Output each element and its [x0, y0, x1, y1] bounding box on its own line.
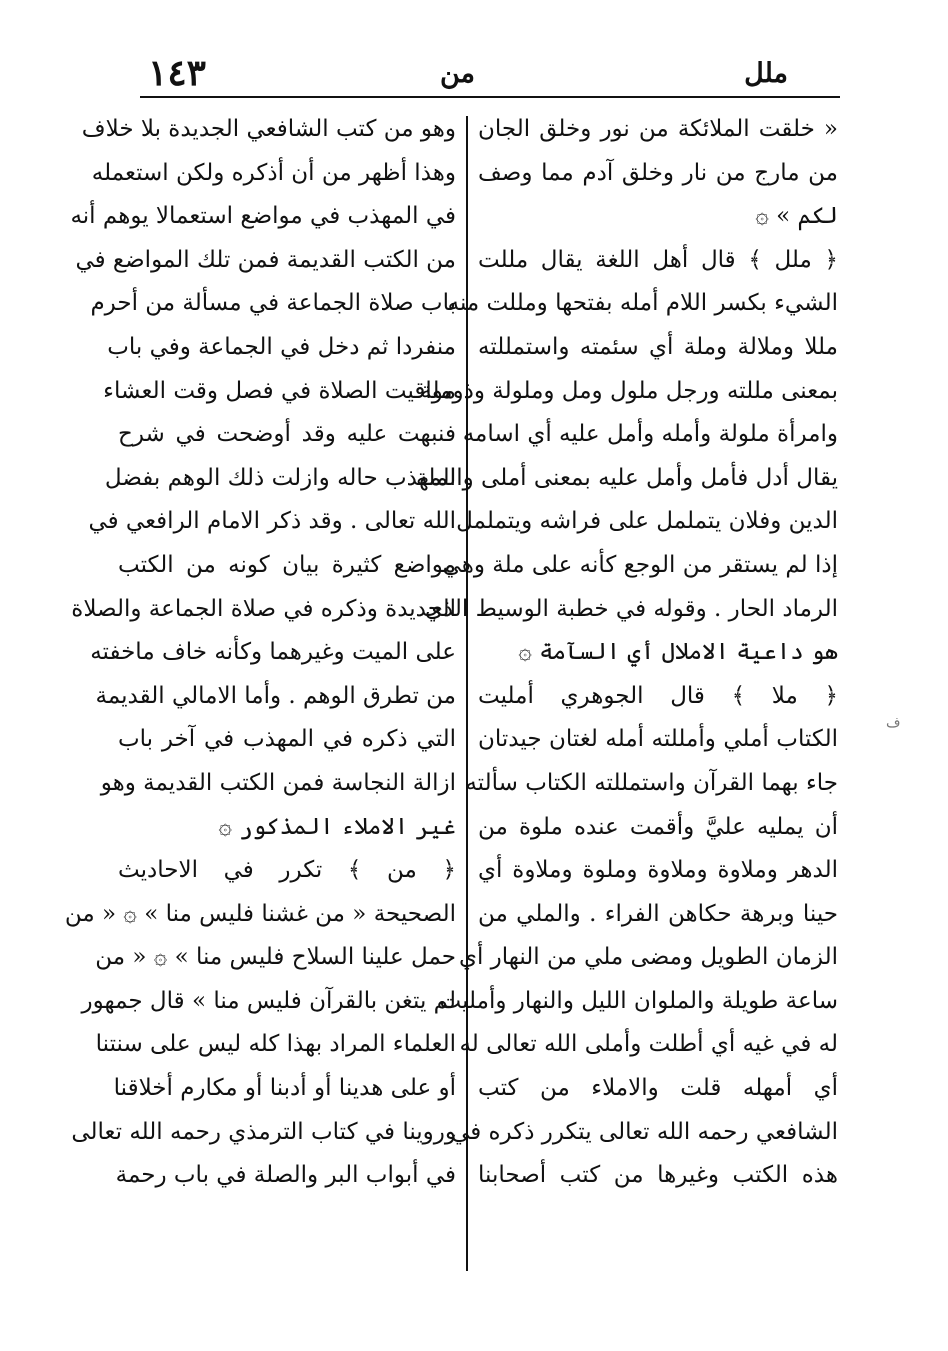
text-line: العلماء المراد بهذا كله ليس على سنتنا — [95, 1031, 456, 1058]
text-line: منفردا ثم دخل في الجماعة وفي باب — [107, 333, 456, 360]
text-line: فنبهت عليه وقد أوضحت في شرح — [118, 421, 456, 448]
text-line: أو على هدينا أو أدبنا أو مكارم أخلاقنا — [113, 1075, 456, 1102]
text-line: مواضع كثيرة بيان كونه من الكتب — [118, 551, 456, 578]
text-line: وهو من كتب الشافعي الجديدة بلا خلاف — [81, 116, 456, 142]
entry-heading-line: ﴿ من ﴾ تكرر في الاحاديث — [118, 857, 456, 884]
text-line: مللا وملالة وملة أي سئمته واستمللته — [478, 333, 838, 360]
text-line: لكم » ۞ — [755, 203, 838, 230]
right-column — [415, 108, 838, 1198]
text-line: الدين وفلان يتململ على فراشه ويتململ — [456, 508, 838, 535]
text-line: الشيء بكسر اللام أمله بفتحها ومللت منه — [447, 290, 838, 317]
text-line: الشافعي رحمه الله تعالى يتكرر ذكره في — [451, 1118, 838, 1145]
text-line: أي أمهله قلت والاملاء من كتب — [478, 1075, 838, 1102]
text-line: من تطرق الوهم . وأما الامالي القديمة — [95, 682, 456, 709]
text-line: المهذب حاله وازلت ذلك الوهم بفضل — [104, 464, 456, 491]
text-line: بمعنى مللته ورجل ملول ومل وملولة وذوملة — [420, 377, 838, 404]
text-line: إذا لم يستقر من الوجع كأنه على ملة وهي — [442, 551, 838, 578]
text-line: الزمان الطويل ومضى ملي من النهار أي — [458, 944, 838, 971]
entry-heading-line: ﴿ ملا ﴾ قال الجوهري أمليت — [478, 682, 838, 709]
text-line: هذه الكتب وغيرها من كتب أصحابنا — [478, 1162, 838, 1189]
text-line: « خلقت الملائكة من نور وخلق الجان — [478, 116, 838, 142]
text-line: حمل علينا السلاح فليس منا » ۞ « من — [95, 944, 456, 971]
text-line: يقال أدل فأمل وأمل عليه بمعنى أملى والملة — [415, 464, 838, 491]
text-line: الرماد الحار . وقوله في خطبة الوسيط الذي — [424, 595, 838, 622]
text-line: الصحيحة « من غشنا فليس منا » ۞ « من — [64, 900, 456, 927]
text-line: في أبواب البر والصلة في باب رحمة — [115, 1162, 456, 1189]
text-line: أن يمليه عليَّ وأقمت عنده ملوة من — [478, 813, 838, 840]
text-line: له في غيه أي أطلت وأملى الله تعالى له — [459, 1031, 838, 1058]
text-line: في المهذب في مواضع استعمالا يوهم أنه — [70, 203, 456, 230]
text-line: ازالة النجاسة فمن الكتب القديمة وهو — [100, 769, 456, 796]
entry-heading-line: ﴿ ملل ﴾ قال أهل اللغة يقال مللت — [478, 246, 838, 273]
header-keyword-center: من — [440, 58, 476, 89]
left-column — [64, 108, 456, 1198]
header-keyword-right: ملل — [744, 58, 788, 89]
text-line: التي ذكره في المهذب في آخر باب — [118, 726, 456, 753]
text-line: من الكتب القديمة فمن تلك المواضع في — [75, 246, 456, 273]
text-line: هو داعية الاملال أي السآمة ۞ — [518, 639, 838, 666]
text-line: من مارج من نار وخلق آدم مما وصف — [478, 159, 838, 186]
text-line: جاء بهما القرآن واستمللته الكتاب سألته — [465, 769, 838, 796]
text-line: غير الاملاء المذكور ۞ — [218, 813, 456, 840]
text-line: وروينا في كتاب الترمذي رحمه الله تعالى — [71, 1118, 456, 1145]
text-line: وامرأة ملولة وأمله وأمل عليه أي اسامه — [462, 421, 838, 448]
text-line: الكتاب أملي وأمللته أمله لغتان جيدتان — [478, 726, 838, 753]
text-line: مواقيت الصلاة في فصل وقت العشاء — [103, 377, 456, 404]
text-line: ساعة طويلة والملوان الليل والنهار وأمليت — [439, 987, 838, 1014]
text-line: حينا وبرهة حكاهن الفراء . والملي من — [478, 900, 838, 927]
header-rule — [140, 96, 840, 98]
text-line: الدهر وملاوة وملاوة وملوة وملاوة أي — [478, 857, 838, 884]
text-line: على الميت وغيرهما وكأنه خاف ماخفته — [90, 639, 456, 666]
text-line: باب صلاة الجماعة في مسألة من أحرم — [90, 290, 456, 317]
page-number: ١٤٣ — [148, 52, 207, 94]
text-line: لم يتغن بالقرآن فليس منا » قال جمهور — [81, 987, 456, 1014]
text-line: الجديدة وذكره في صلاة الجماعة والصلاة — [71, 595, 456, 622]
running-header — [140, 52, 850, 96]
margin-mark: ف — [886, 715, 901, 731]
text-line: الله تعالى . وقد ذكر الامام الرافعي في — [88, 508, 456, 535]
text-line: وهذا أظهر من أن أذكره ولكن استعمله — [91, 159, 456, 186]
